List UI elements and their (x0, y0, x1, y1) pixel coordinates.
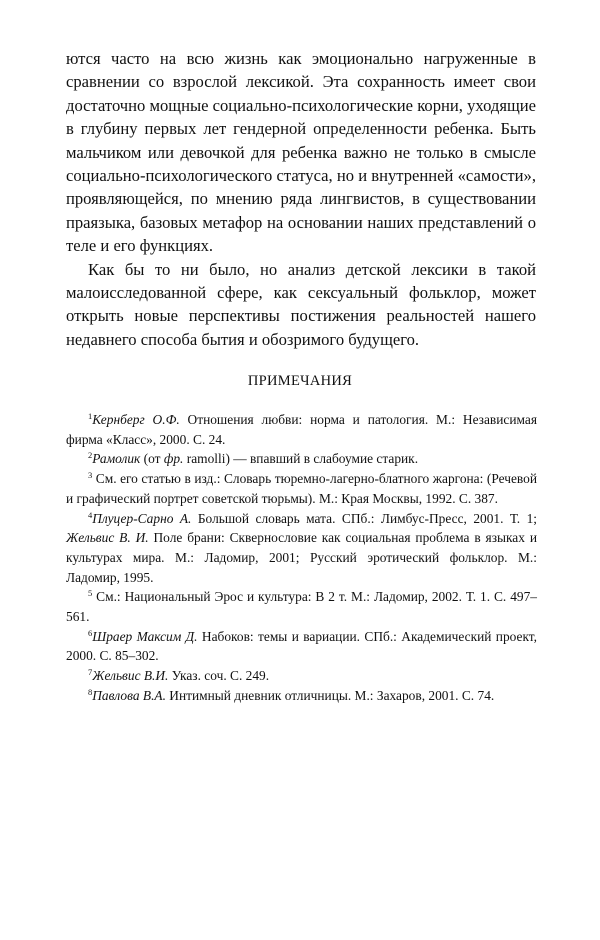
note-text: Интимный дневник отличницы. М.: Захаров, 2001. С. 74. (165, 687, 495, 703)
note-lang: фр. (163, 451, 184, 467)
note-text: Поле брани: Сквернословие как социальная проблема в языках и культурах мира. М.: Ладомир, 2001; Русский эротический фольклор. М.: Ладомир, 1995. (66, 530, 537, 585)
note-7 (66, 666, 537, 686)
note-number: 1 (88, 411, 93, 421)
note-text: Указ. соч. С. 249. (168, 668, 270, 684)
note-4 (66, 509, 537, 588)
main-text (66, 47, 536, 351)
note-text: Отношения любви: норма и патология. М.: Независимая фирма «Класс», 2000. С. 24. (66, 412, 537, 447)
paragraph-2: Как бы то ни было, но анализ детской лексики в такой малоисследованной сфере, как сексуальный фольклор, может открыть новые перспективы постижения реальностей нашего недавнего способа бытия и обозримого будущего. (66, 259, 536, 349)
note-number: 8 (88, 686, 93, 697)
note-number: 6 (88, 627, 93, 638)
note-term: Рамолик (92, 451, 141, 467)
note-author: Жельвис В. И. (66, 530, 149, 546)
notes-list (66, 410, 537, 706)
note-text: (от (140, 451, 164, 467)
note-author: Плуцер-Сарно А. (92, 510, 192, 526)
note-text: См.: Национальный Эрос и культура: В 2 т. М.: Ладомир, 2002. Т. 1. С. 497–561. (66, 589, 537, 625)
note-6 (66, 627, 537, 666)
notes-heading: ПРИМЕЧАНИЯ (247, 373, 353, 389)
note-number: 2 (88, 450, 93, 461)
note-number: 4 (88, 509, 93, 520)
note-text: Набоков: темы и вариации. СПб.: Академический проект, 2000. С. 85–302. (66, 628, 537, 664)
note-text: См. его статью в изд.: Словарь тюремно-лагерно-блатного жаргона: (Речевой и графический портрет советской тюрьмы). М.: Края Москвы, 1992. С. 387. (66, 471, 537, 506)
note-author: Павлова В.А. (92, 687, 166, 703)
note-2 (66, 449, 537, 469)
note-author: Жельвис В.И. (92, 668, 169, 684)
note-number: 7 (88, 667, 93, 678)
note-5 (66, 587, 537, 626)
note-number: 5 (88, 588, 93, 599)
paragraph-1: ются часто на всю жизнь как эмоционально нагруженные в сравнении со взрослой лексикой. Эта сохранность имеет свои достаточно мощные социально-психологические корни, уходящие в глубину первых лет гендерной определенности ребенка. Быть мальчиком или девочкой для ребенка важно не только в смысле социально-психологического статуса, но и внутренней «самости», проявляющейся, по мнению ряда лингвистов, в существовании праязыка, базовых метафор на основании наших представлений о теле и его функциях. (66, 49, 536, 256)
note-text: ramolli) — впавший в слабоумие старик. (183, 451, 419, 467)
note-3 (66, 469, 537, 508)
note-author: Шраер Максим Д. (92, 628, 198, 644)
note-text: Большой словарь мата. СПб.: Лимбус-Пресс, 2001. Т. 1; (191, 510, 537, 526)
note-1 (66, 410, 537, 449)
note-author: Кернберг О.Ф. (92, 412, 180, 427)
note-8 (66, 686, 537, 706)
note-number: 3 (88, 470, 93, 481)
